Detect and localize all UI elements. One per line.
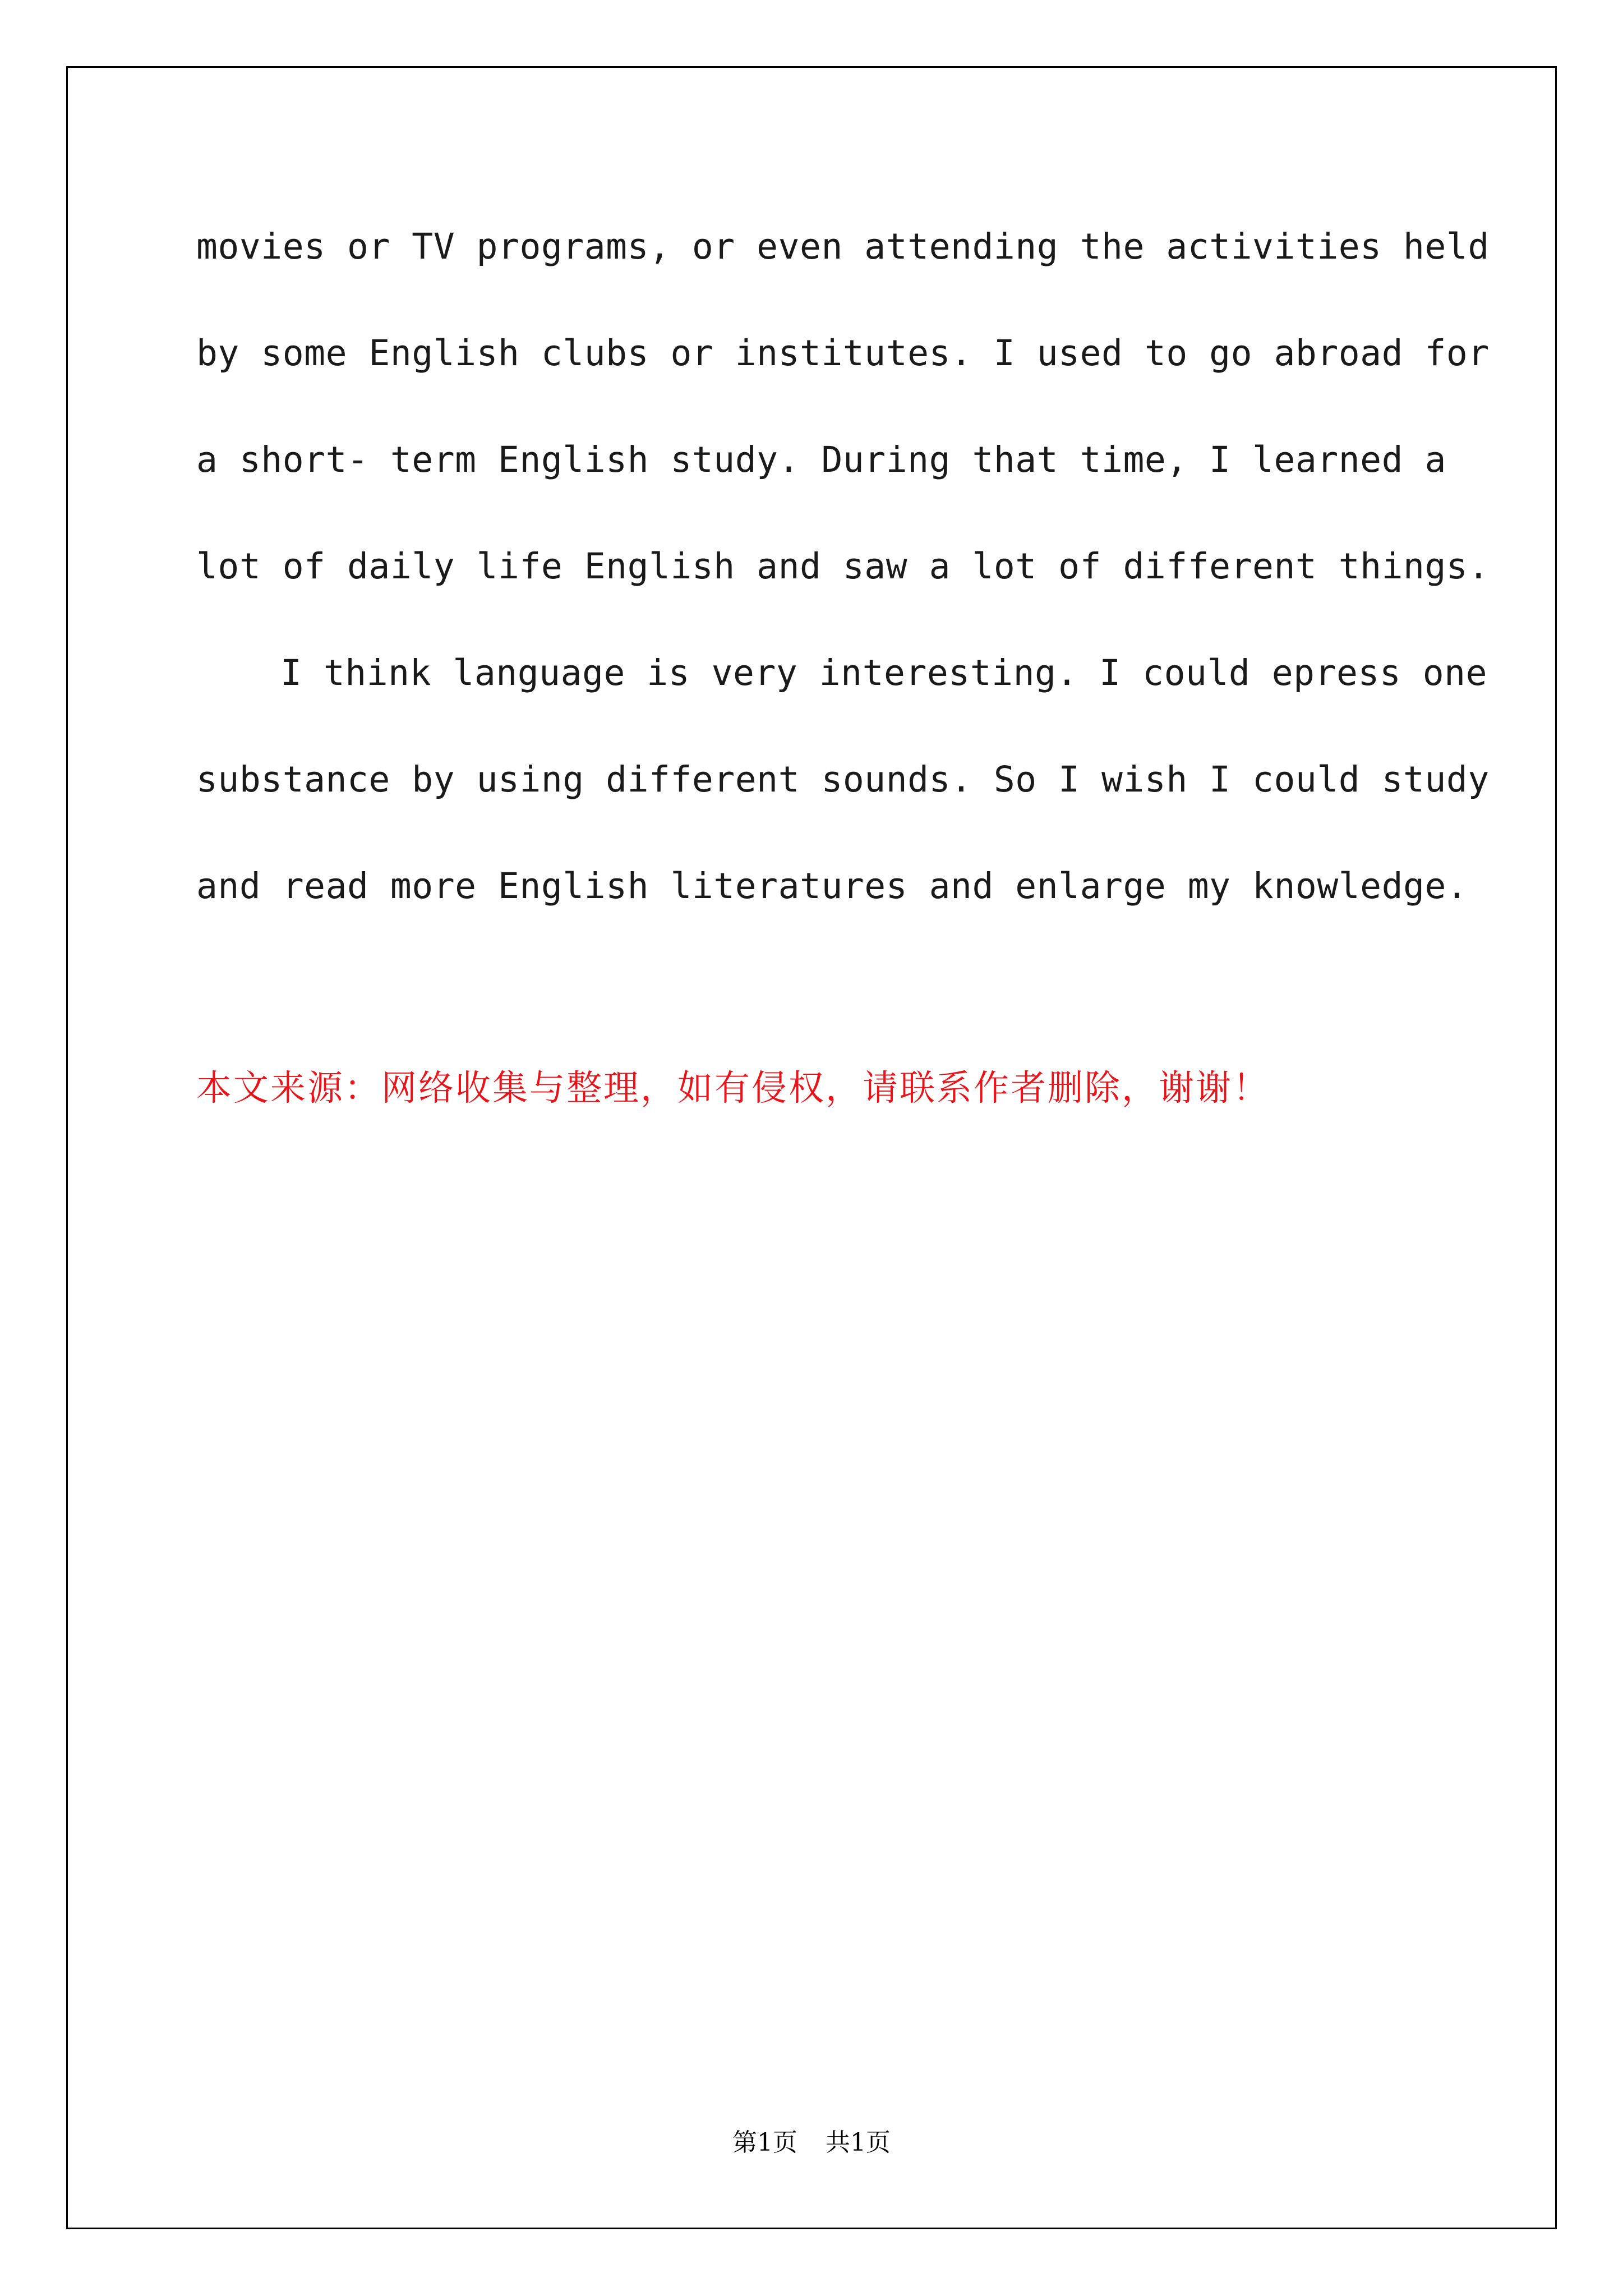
- text-line: substance by using different sounds. So I wish I could study: [196, 759, 1490, 800]
- text-line: movies or TV programs, or even attending the activities held: [196, 226, 1490, 267]
- total-pages: 共1页: [826, 2128, 891, 2157]
- paragraph-1: [196, 213, 1490, 639]
- document-body: [196, 213, 1490, 959]
- paragraph-2: [196, 639, 1490, 959]
- text-line: I think language is very interesting. I could epress one: [280, 652, 1488, 693]
- text-line: lot of daily life English and saw a lot of different things.: [196, 546, 1490, 587]
- text-line: a short- term English study. During that time, I learned a: [196, 439, 1446, 480]
- source-notice: 本文来源：网络收集与整理，如有侵权，请联系作者删除，谢谢！: [196, 1068, 1270, 1108]
- current-page-number: 第1页: [732, 2128, 797, 2157]
- page-footer: [0, 2126, 1623, 2160]
- text-line: and read more English literatures and enlarge my knowledge.: [196, 866, 1468, 907]
- text-line: by some English clubs or institutes. I used to go abroad for: [196, 333, 1490, 374]
